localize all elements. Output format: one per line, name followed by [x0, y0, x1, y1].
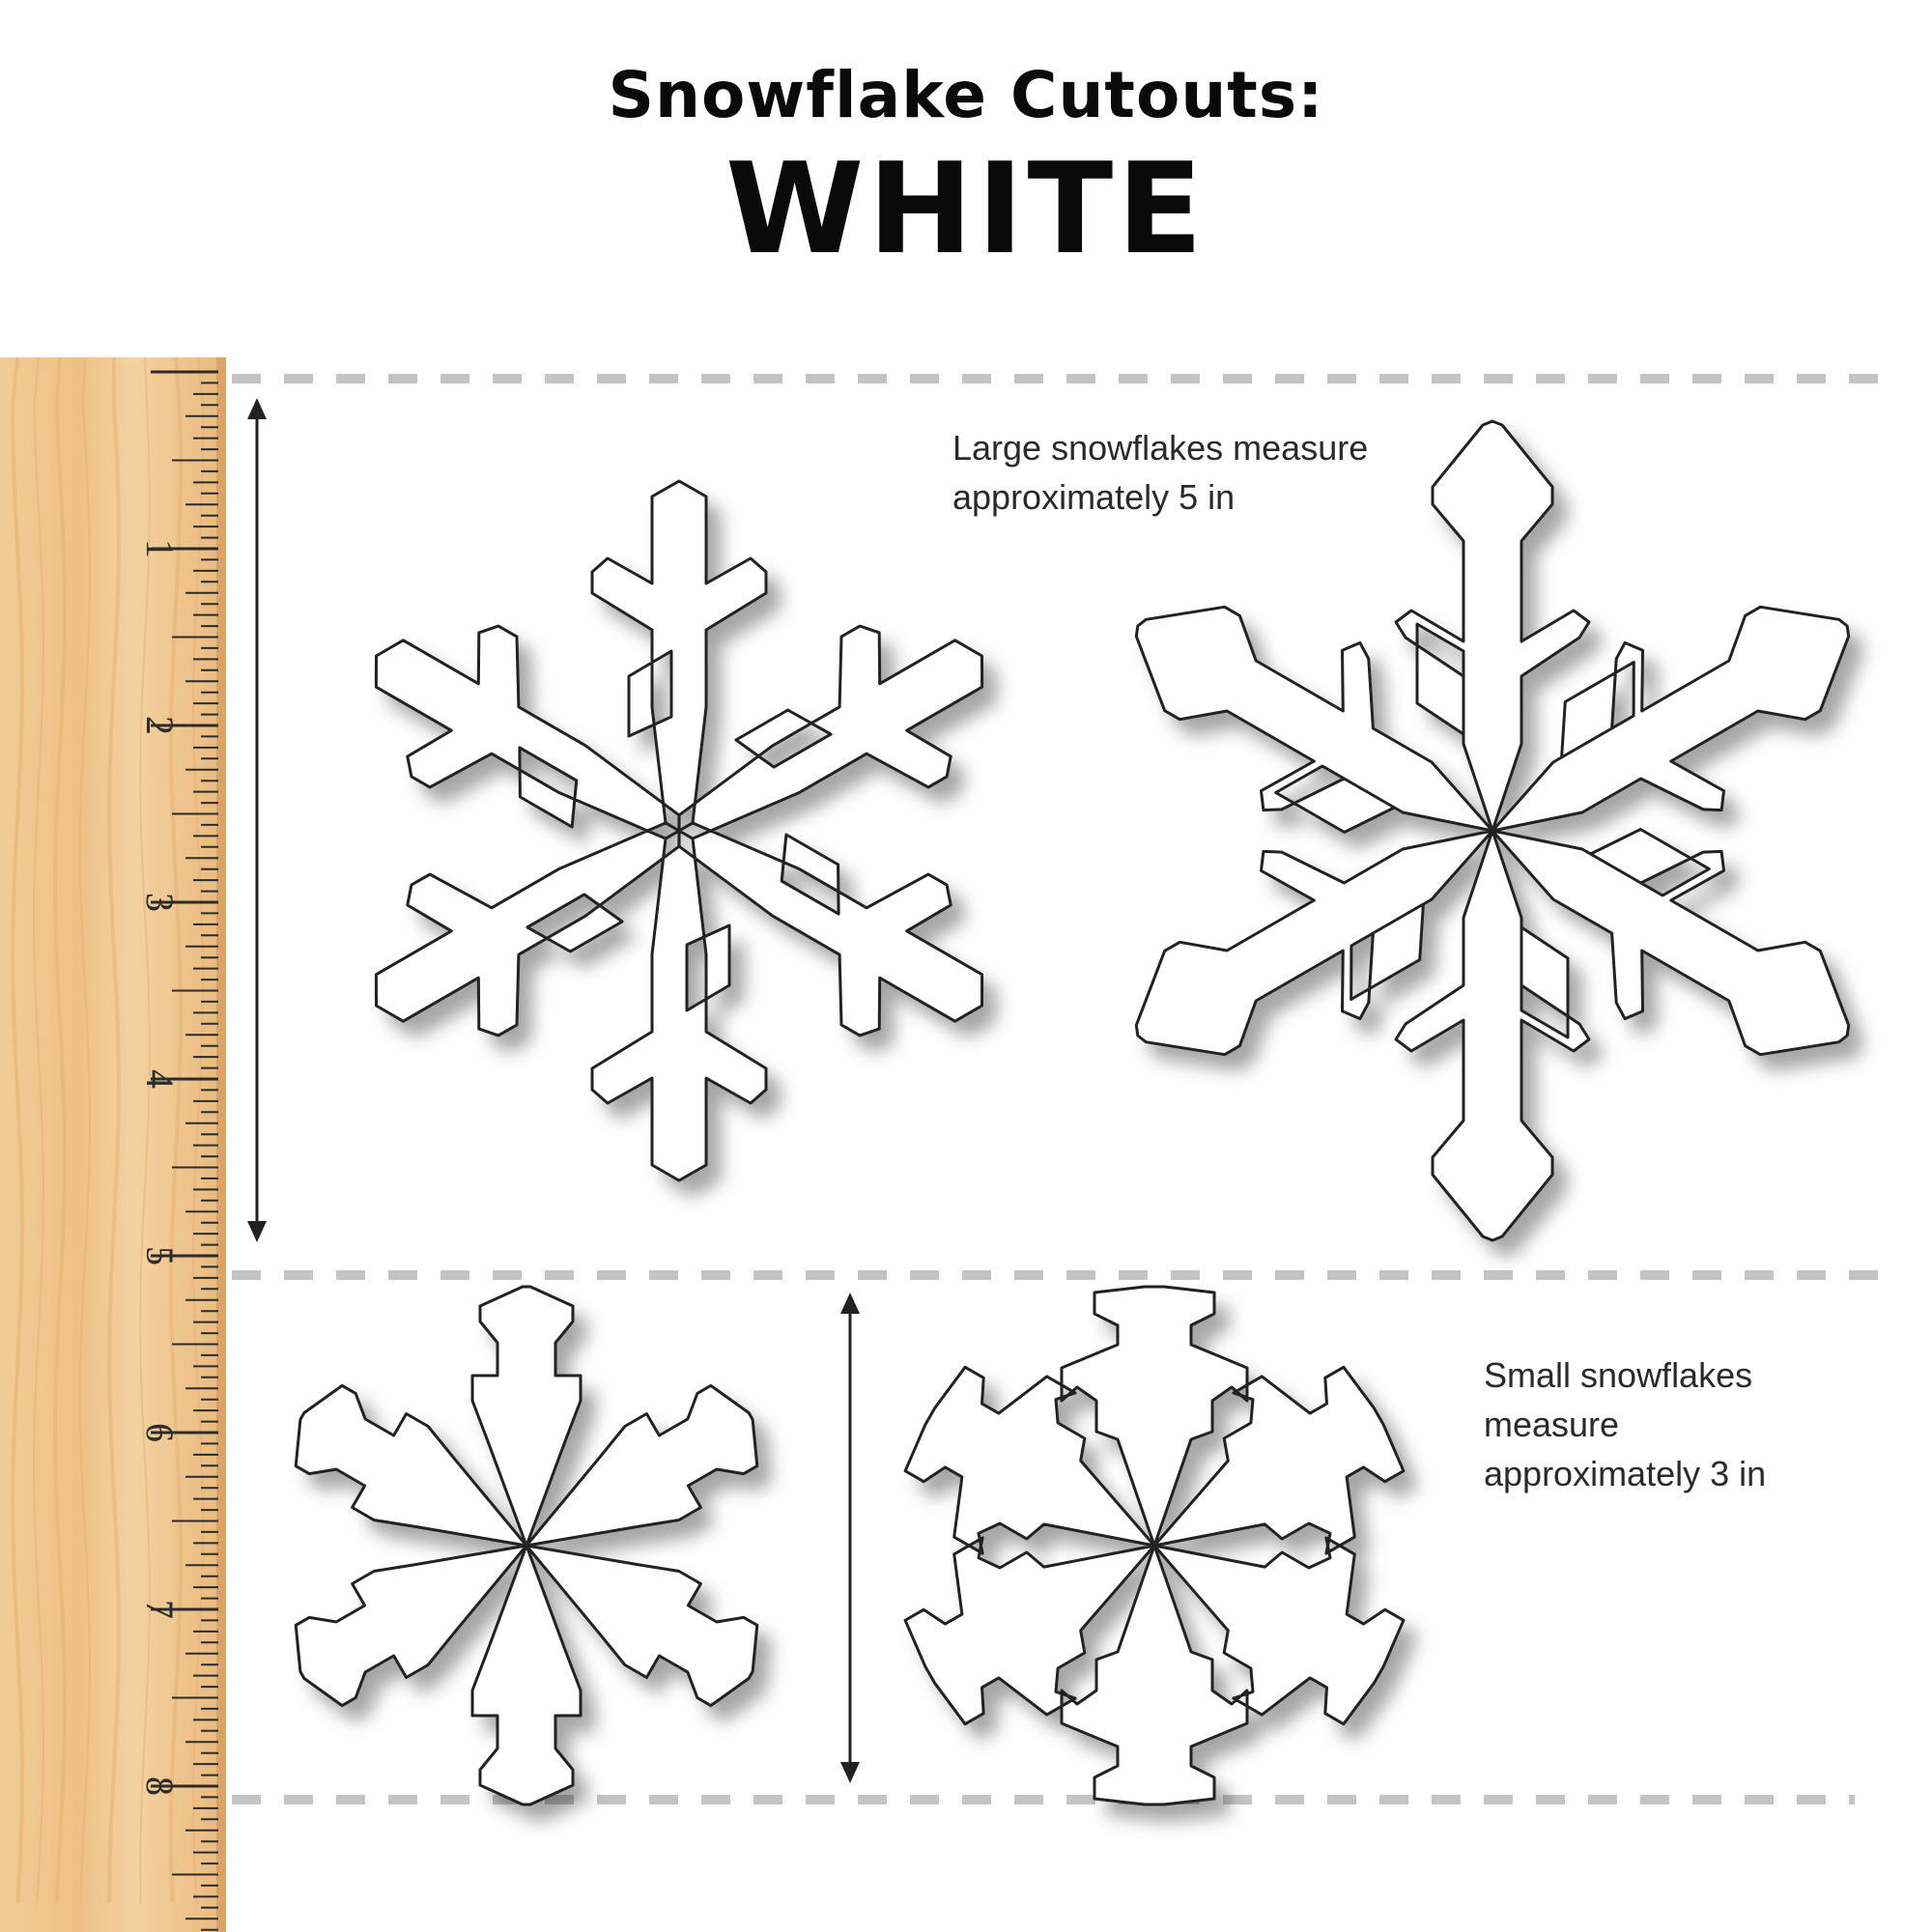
caption-line: Small snowflakes: [1484, 1355, 1753, 1395]
small-snowflake-branched: [905, 1287, 1404, 1804]
ruler-number: 6: [138, 1423, 182, 1442]
snowflakes: [296, 421, 1849, 1804]
title-line-1: Snowflake Cutouts:: [608, 58, 1324, 132]
small-snowflake-diamond: [296, 1287, 757, 1804]
caption-line: approximately 5 in: [952, 477, 1236, 517]
ruler: [0, 357, 226, 1932]
ruler-number: 1: [138, 539, 182, 558]
ruler-number: 5: [138, 1246, 182, 1265]
title-line-2: WHITE: [724, 135, 1208, 282]
large-dimension-arrow: [247, 398, 267, 1242]
ruler-number: 8: [138, 1776, 182, 1796]
small-dimension-arrow: [840, 1293, 860, 1783]
caption-line: approximately 3 in: [1484, 1454, 1767, 1493]
ruler-number: 3: [138, 893, 182, 912]
ruler-number: 2: [138, 716, 182, 735]
large-snowflake-branched: [376, 481, 981, 1180]
caption-line: measure: [1484, 1405, 1620, 1444]
caption-line: Large snowflakes measure: [952, 428, 1369, 468]
large-snowflake-diamond: [1136, 421, 1848, 1240]
large-snowflake-caption: [952, 423, 1368, 522]
ruler-number: 4: [138, 1069, 182, 1089]
small-snowflake-caption: [1484, 1350, 1766, 1498]
ruler-number: 7: [138, 1600, 182, 1619]
